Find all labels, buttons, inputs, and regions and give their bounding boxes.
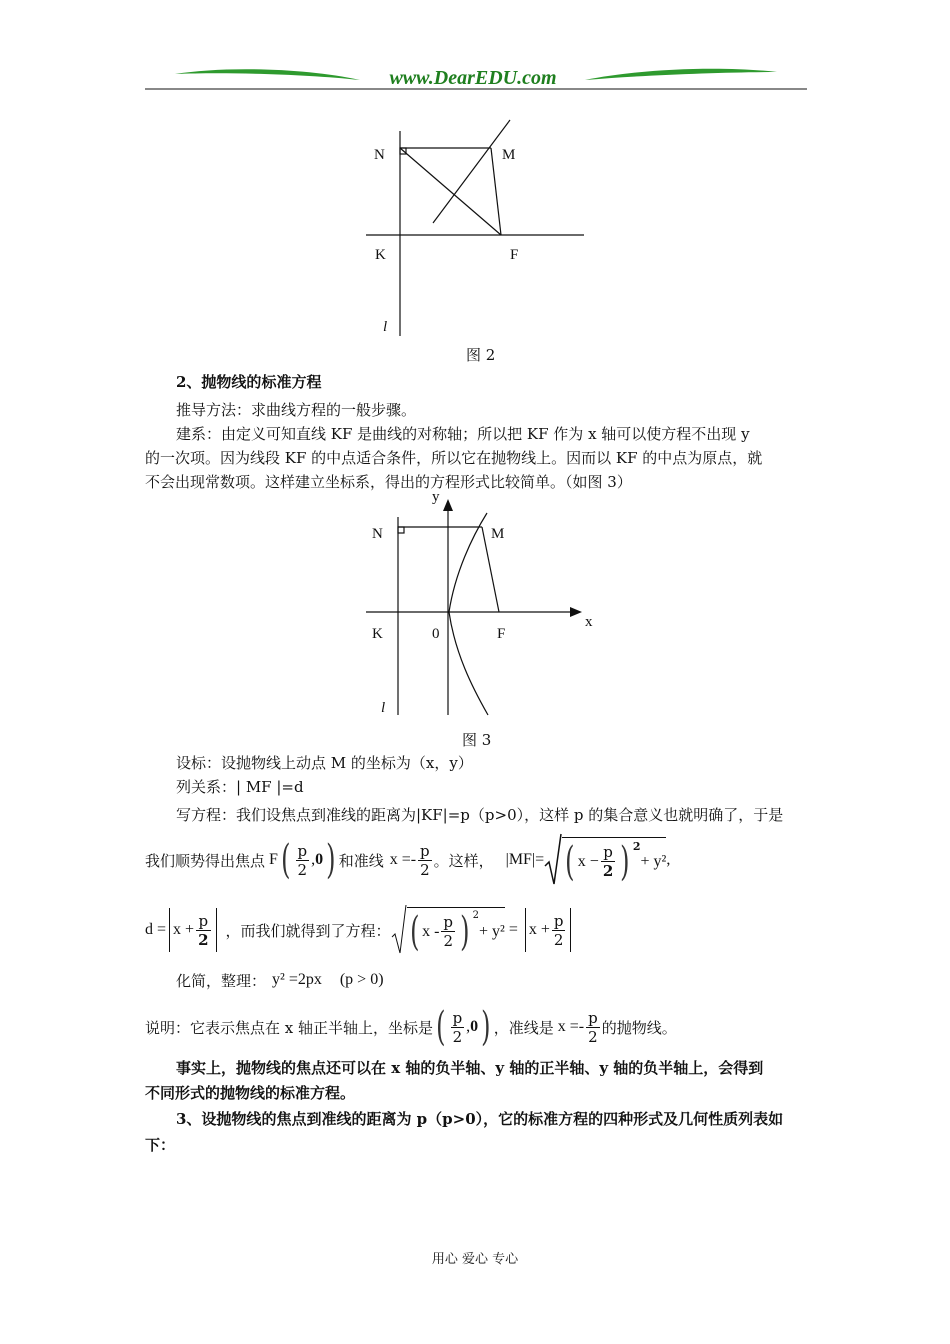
x-axis-arrow [570, 607, 582, 617]
eq-equals: = [508, 921, 518, 938]
eq-x-plus: x + [528, 921, 550, 938]
d-equation-line: d = x + $\frac{p}{2}$ ，而我们就得到了方程： ( x - $\frac{p}{2}$ ) $^2$ + y² = x + $\frac{p}{2}$ [145, 903, 574, 957]
fig3-label-x: x [585, 614, 593, 630]
site-logo [145, 62, 807, 92]
mf-lhs: |MF|= [505, 851, 545, 868]
fig2-label-n: N [374, 147, 385, 163]
fig3-caption: 图 3 [462, 731, 492, 749]
fig3-label-n: N [372, 526, 383, 542]
mf-fraction: $\frac{p}{2}$ [602, 843, 614, 880]
figure-2 [360, 118, 600, 343]
simplify-equation: y² =2px [272, 971, 322, 988]
d-fraction: $\frac{p}{2}$ [198, 911, 209, 949]
y-axis-arrow [443, 499, 453, 511]
simplify-text: 化简，整理： [176, 971, 267, 990]
focus-F: F [269, 851, 278, 868]
explain-line: 说明：它表示焦点在 x 轴正半轴上，坐标是 ( $\frac{p}{2}$ , 0 ) ，准线是 x =- $\frac{p}{2}$ 的抛物线。 [145, 1004, 677, 1050]
fig3-label-l: l [381, 700, 386, 716]
eq-fraction-2: $\frac{p}{2}$ [553, 911, 564, 949]
section2-heading: 2、抛物线的标准方程 [176, 373, 322, 391]
directrix-text: 和准线 [338, 851, 384, 870]
mf-square: 2 [632, 839, 641, 853]
fact-line-2: 不同形式的抛物线的标准方程。 [145, 1084, 356, 1102]
relation-step: 列关系：| MF |=d [176, 778, 304, 796]
fig3-label-f: F [497, 626, 506, 642]
page-footer: 用心 爱心 专心 [431, 1252, 519, 1267]
mf-x-minus: x − [577, 852, 599, 870]
setup-line-3: 不会出现常数项。这样建立坐标系，得出的方程形式比较简单。（如图 3） [145, 473, 632, 491]
eq-plus-y2: + y² [478, 922, 505, 940]
eq-square: 2 [472, 909, 479, 921]
explain-fraction: $\frac{p}{2}$ [452, 1008, 463, 1046]
simplify-condition: (p > 0) [339, 971, 384, 988]
fact-line-1: 事实上，抛物线的焦点还可以在 x 轴的负半轴、y 轴的正半轴、y 轴的负半轴上，会得到 [176, 1059, 764, 1077]
fig3-label-m: M [491, 526, 505, 542]
focus-directrix-line: 我们顺势得出焦点 F ( $\frac{p}{2}$ , 0 ) 和准线 x =- $\frac{p}{2}$ 。这样， |MF|= ( x − $\frac{p}{2}$ ) $^2$ + y² , [145, 832, 670, 888]
after-directrix: 。这样， [433, 851, 494, 870]
then-text: ，而我们就得到了方程： [225, 921, 391, 940]
directrix-fraction: $\frac{p}{2}$ [420, 841, 430, 879]
setup-line-2: 的一次项。因为线段 KF 的中点适合条件，所以它在抛物线上。因而以 KF 的中点为原点，就 [145, 449, 763, 467]
fig2-label-f: F [510, 247, 519, 263]
section3-line-1: 3、设抛物线的焦点到准线的距离为 p（p>0），它的标准方程的四种形式及几何性质列表如 [176, 1110, 784, 1128]
setup-line-1: 建系：由定义可知直线 KF 是曲线的对称轴；所以把 KF 作为 x 轴可以使方程不出现 y [176, 425, 750, 443]
focus-text: 我们顺势得出焦点 [145, 851, 266, 870]
fig3-label-k: K [372, 626, 383, 642]
fig3-label-o: 0 [432, 626, 440, 642]
fig2-label-l: l [383, 319, 388, 335]
focus-fraction: $\frac{p}{2}$ [297, 841, 308, 879]
eq-x-minus: x - [422, 922, 440, 940]
explain-x: x =- [557, 1018, 585, 1035]
mf-comma: , [666, 851, 671, 868]
explain-zero: 0 [470, 1018, 479, 1035]
fig3-label-y: y [432, 489, 440, 505]
explain-text: 说明：它表示焦点在 x 轴正半轴上，坐标是 [145, 1018, 433, 1037]
d-x-plus: x + [173, 921, 195, 938]
d-eq: d = [145, 921, 167, 938]
focus-zero: 0 [315, 851, 324, 868]
simplify-line [176, 968, 384, 992]
sqrt-sign-2 [391, 903, 407, 957]
eq-fraction-1: $\frac{p}{2}$ [443, 913, 454, 950]
site-name: www.DearEDU.com [389, 67, 557, 89]
figure-3 [360, 485, 600, 720]
write-step: 写方程：我们设焦点到准线的距离为|KF|=p（p>0），这样 p 的集合意义也就明确了，于是 [176, 806, 784, 824]
explain-directrix-fraction: $\frac{p}{2}$ [588, 1008, 598, 1046]
explain-post: 的抛物线。 [601, 1018, 677, 1037]
directrix-x: x =- [389, 851, 417, 868]
fig2-label-m: M [502, 147, 516, 163]
method-text: 推导方法：求曲线方程的一般步骤。 [176, 401, 417, 419]
fig2-caption: 图 2 [466, 346, 496, 364]
coord-step: 设标：设抛物线上动点 M 的坐标为（x，y） [176, 754, 473, 772]
explain-mid: ，准线是 [493, 1018, 554, 1037]
section3-line-2: 下： [145, 1136, 176, 1154]
fig2-label-k: K [375, 247, 386, 263]
mf-plus-y2: + y² [640, 852, 667, 870]
sqrt-sign-1 [544, 832, 562, 888]
